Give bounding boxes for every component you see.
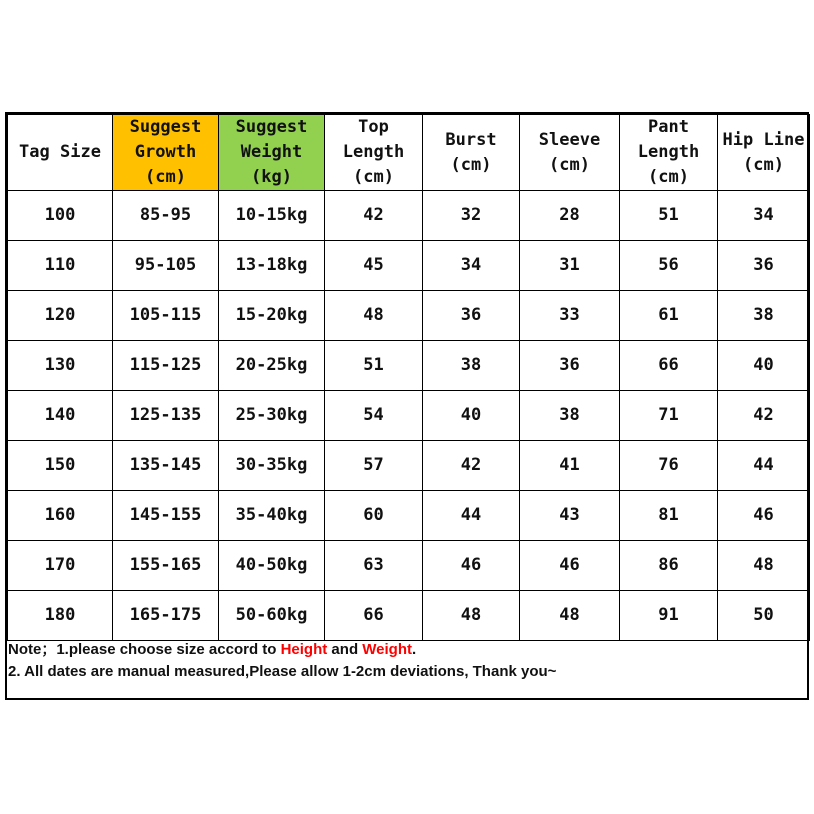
header-line: Suggest xyxy=(129,117,202,137)
header-top-length xyxy=(325,115,423,191)
cell-pant-length: 71 xyxy=(620,391,718,441)
header-suggest-growth xyxy=(113,115,219,191)
cell-sleeve: 28 xyxy=(520,191,620,241)
cell-pant-length: 86 xyxy=(620,541,718,591)
cell-burst: 42 xyxy=(423,441,520,491)
cell-suggest-growth: 135-145 xyxy=(113,441,219,491)
cell-top-length: 66 xyxy=(325,591,423,641)
header-line: Suggest xyxy=(235,117,308,137)
cell-burst: 34 xyxy=(423,241,520,291)
cell-suggest-growth: 165-175 xyxy=(113,591,219,641)
cell-sleeve: 33 xyxy=(520,291,620,341)
cell-suggest-weight: 40-50kg xyxy=(219,541,325,591)
cell-pant-length: 61 xyxy=(620,291,718,341)
note xyxy=(7,639,808,683)
header-row xyxy=(8,115,810,191)
cell-suggest-growth: 145-155 xyxy=(113,491,219,541)
cell-burst: 46 xyxy=(423,541,520,591)
cell-suggest-weight: 20-25kg xyxy=(219,341,325,391)
cell-suggest-weight: 10-15kg xyxy=(219,191,325,241)
cell-pant-length: 91 xyxy=(620,591,718,641)
cell-suggest-weight: 35-40kg xyxy=(219,491,325,541)
cell-hip-line: 48 xyxy=(718,541,810,591)
cell-hip-line: 40 xyxy=(718,341,810,391)
table-row xyxy=(8,541,810,591)
cell-burst: 48 xyxy=(423,591,520,641)
cell-burst: 44 xyxy=(423,491,520,541)
table-row xyxy=(8,591,810,641)
cell-top-length: 42 xyxy=(325,191,423,241)
cell-hip-line: 34 xyxy=(718,191,810,241)
header-line: Length xyxy=(342,142,405,162)
cell-tag-size: 180 xyxy=(8,591,113,641)
cell-hip-line: 42 xyxy=(718,391,810,441)
cell-suggest-growth: 95-105 xyxy=(113,241,219,291)
header-line: Weight xyxy=(240,142,303,162)
table-row xyxy=(8,441,810,491)
cell-sleeve: 46 xyxy=(520,541,620,591)
note-text: . xyxy=(412,641,417,658)
note-text: Note；1.please choose size accord to xyxy=(8,641,281,658)
cell-hip-line: 36 xyxy=(718,241,810,291)
cell-burst: 38 xyxy=(423,341,520,391)
header-sleeve xyxy=(520,115,620,191)
cell-top-length: 45 xyxy=(325,241,423,291)
header-tag-size xyxy=(8,115,113,191)
cell-sleeve: 48 xyxy=(520,591,620,641)
cell-suggest-weight: 15-20kg xyxy=(219,291,325,341)
cell-burst: 32 xyxy=(423,191,520,241)
cell-suggest-growth: 85-95 xyxy=(113,191,219,241)
cell-top-length: 51 xyxy=(325,341,423,391)
cell-suggest-growth: 125-135 xyxy=(113,391,219,441)
header-line: (cm) xyxy=(549,154,590,175)
cell-top-length: 48 xyxy=(325,291,423,341)
note-highlight-height: Height xyxy=(280,641,328,658)
cell-suggest-weight: 25-30kg xyxy=(219,391,325,441)
cell-tag-size: 170 xyxy=(8,541,113,591)
header-hip-line xyxy=(718,115,810,191)
header-line: Tag Size xyxy=(19,142,101,162)
cell-sleeve: 41 xyxy=(520,441,620,491)
cell-suggest-weight: 13-18kg xyxy=(219,241,325,291)
cell-suggest-growth: 105-115 xyxy=(113,291,219,341)
cell-suggest-weight: 50-60kg xyxy=(219,591,325,641)
cell-tag-size: 120 xyxy=(8,291,113,341)
header-line: (cm) xyxy=(743,154,784,175)
table-row xyxy=(8,491,810,541)
cell-tag-size: 140 xyxy=(8,391,113,441)
header-burst xyxy=(423,115,520,191)
header-line: Growth xyxy=(134,142,197,162)
cell-tag-size: 130 xyxy=(8,341,113,391)
header-line: Length xyxy=(637,142,700,162)
cell-top-length: 57 xyxy=(325,441,423,491)
header-line: Sleeve xyxy=(538,129,601,150)
header-line: Burst xyxy=(445,129,497,150)
cell-hip-line: 50 xyxy=(718,591,810,641)
cell-tag-size: 100 xyxy=(8,191,113,241)
cell-tag-size: 110 xyxy=(8,241,113,291)
table-row xyxy=(8,341,810,391)
table-row xyxy=(8,391,810,441)
cell-pant-length: 66 xyxy=(620,341,718,391)
cell-hip-line: 44 xyxy=(718,441,810,491)
header-line: (cm) xyxy=(353,167,394,187)
cell-tag-size: 160 xyxy=(8,491,113,541)
cell-sleeve: 31 xyxy=(520,241,620,291)
cell-top-length: 60 xyxy=(325,491,423,541)
cell-sleeve: 43 xyxy=(520,491,620,541)
cell-hip-line: 46 xyxy=(718,491,810,541)
cell-pant-length: 51 xyxy=(620,191,718,241)
cell-sleeve: 38 xyxy=(520,391,620,441)
note-line-1 xyxy=(8,639,808,661)
header-pant-length xyxy=(620,115,718,191)
note-line-2: 2. All dates are manual measured,Please allow 1-2cm deviations, Thank you~ xyxy=(8,663,557,680)
cell-pant-length: 81 xyxy=(620,491,718,541)
cell-sleeve: 36 xyxy=(520,341,620,391)
header-line: Hip Line xyxy=(722,129,805,150)
cell-hip-line: 38 xyxy=(718,291,810,341)
header-line: Top xyxy=(358,117,389,137)
cell-burst: 36 xyxy=(423,291,520,341)
cell-suggest-growth: 155-165 xyxy=(113,541,219,591)
header-line: (cm) xyxy=(450,154,492,175)
table-row xyxy=(8,191,810,241)
size-table xyxy=(7,114,810,641)
size-chart xyxy=(5,112,809,700)
cell-pant-length: 56 xyxy=(620,241,718,291)
header-suggest-weight xyxy=(219,115,325,191)
cell-top-length: 63 xyxy=(325,541,423,591)
cell-top-length: 54 xyxy=(325,391,423,441)
note-highlight-weight: Weight xyxy=(362,641,412,658)
note-text: and xyxy=(327,641,363,658)
cell-pant-length: 76 xyxy=(620,441,718,491)
cell-burst: 40 xyxy=(423,391,520,441)
cell-suggest-weight: 30-35kg xyxy=(219,441,325,491)
header-line: Pant xyxy=(648,117,689,137)
header-line: (kg) xyxy=(251,167,292,187)
cell-tag-size: 150 xyxy=(8,441,113,491)
table-row xyxy=(8,241,810,291)
header-line: (cm) xyxy=(145,167,186,187)
cell-suggest-growth: 115-125 xyxy=(113,341,219,391)
table-row xyxy=(8,291,810,341)
header-line: (cm) xyxy=(648,167,689,187)
